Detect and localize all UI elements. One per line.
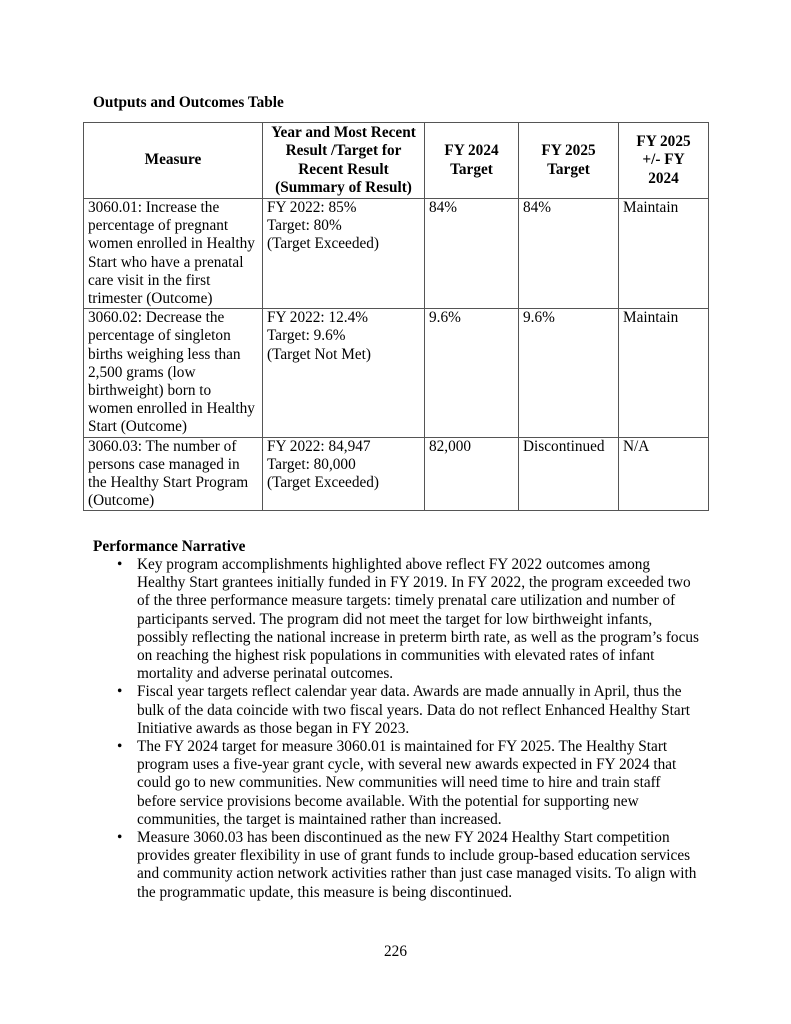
header-change: FY 2025 +/- FY 2024 xyxy=(619,123,709,199)
header-measure: Measure xyxy=(84,123,263,199)
bullet-icon: • xyxy=(117,556,123,573)
measure-cell: 3060.01: Increase the percentage of pregnant women enrolled in Healthy Start who have a prenatal care visit in the first trimester (Outcome) xyxy=(84,199,263,309)
table-row xyxy=(84,309,709,437)
fy2024-cell: 84% xyxy=(425,199,519,309)
bullet-text: Key program accomplishments highlighted above reflect FY 2022 outcomes among Healthy Start grantees initially funded in FY 2019. In FY 2022, the program exceeded two of the three performance measure targets: timely prenatal care utilization and number of participants served. The program did not meet the target for low birthweight infants, possibly reflecting the national increase in preterm birth rate, as well as the program’s focus on reaching the highest risk populations in communities with elevated rates of infant mortality and adverse perinatal outcomes. xyxy=(137,556,699,683)
result-line: FY 2022: 85% xyxy=(267,199,357,216)
change-cell: Maintain xyxy=(619,199,709,309)
narrative-bullet xyxy=(117,738,702,829)
narrative-title: Performance Narrative xyxy=(93,538,246,555)
bullet-icon: • xyxy=(117,683,123,701)
narrative-list xyxy=(117,556,702,902)
bullet-text: The FY 2024 target for measure 3060.01 is maintained for FY 2025. The Healthy Start program uses a five-year grant cycle, with several new awards expected in FY 2024 that could go to new communities. New communities will need time to hire and train staff before service provisions become available. With the potential for supporting new communities, the target is maintained rather than increased. xyxy=(137,738,677,828)
table-header-row xyxy=(84,123,709,199)
outputs-outcomes-table xyxy=(83,122,709,511)
narrative-bullet xyxy=(117,683,702,738)
target-line: Target: 80% xyxy=(267,217,342,235)
fy2024-cell: 9.6% xyxy=(425,309,519,437)
fy2024-cell: 82,000 xyxy=(425,437,519,511)
header-fy2025-target: FY 2025 Target xyxy=(519,123,619,199)
bullet-text: Fiscal year targets reflect calendar year data. Awards are made annually in April, thus the bulk of the data coincide with two fiscal years. Data do not reflect Enhanced Healthy Start Initiative awards as those began in FY 2023. xyxy=(137,683,691,737)
fy2025-cell: 9.6% xyxy=(519,309,619,437)
table-row xyxy=(84,199,709,309)
result-cell xyxy=(263,437,425,511)
header-recent-result: Year and Most Recent Result /Target for Recent Result (Summary of Result) xyxy=(263,123,425,199)
narrative-bullet xyxy=(117,556,702,683)
result-cell xyxy=(263,309,425,437)
result-cell xyxy=(263,199,425,309)
page-number: 226 xyxy=(384,943,407,960)
header-fy2024-target: FY 2024 Target xyxy=(425,123,519,199)
narrative-bullet xyxy=(117,829,702,902)
change-cell: Maintain xyxy=(619,309,709,437)
target-line: Target: 9.6% xyxy=(267,327,346,345)
result-line: FY 2022: 84,947 xyxy=(267,437,371,455)
change-cell: N/A xyxy=(619,437,709,511)
measure-cell: 3060.02: Decrease the percentage of singleton births weighing less than 2,500 grams (low birthweight) born to women enrolled in Healthy Start (Outcome) xyxy=(84,309,263,437)
table-row xyxy=(84,437,709,511)
bullet-icon: • xyxy=(117,829,123,847)
summary-line: (Target Exceeded) xyxy=(267,235,380,253)
fy2025-cell: 84% xyxy=(519,199,619,309)
summary-line: (Target Not Met) xyxy=(267,345,371,363)
table-title: Outputs and Outcomes Table xyxy=(93,94,284,111)
bullet-text: Measure 3060.03 has been discontinued as the new FY 2024 Healthy Start competition provides greater flexibility in use of grant funds to include group-based education services and community action network activities rather than just case managed visits. To align with the programmatic update, this measure is being discontinued. xyxy=(137,829,697,901)
summary-line: (Target Exceeded) xyxy=(267,474,380,492)
target-line: Target: 80,000 xyxy=(267,455,356,473)
bullet-icon: • xyxy=(117,738,123,756)
measure-cell: 3060.03: The number of persons case managed in the Healthy Start Program (Outcome) xyxy=(84,437,263,511)
result-line: FY 2022: 12.4% xyxy=(267,309,368,327)
fy2025-cell: Discontinued xyxy=(519,437,619,511)
